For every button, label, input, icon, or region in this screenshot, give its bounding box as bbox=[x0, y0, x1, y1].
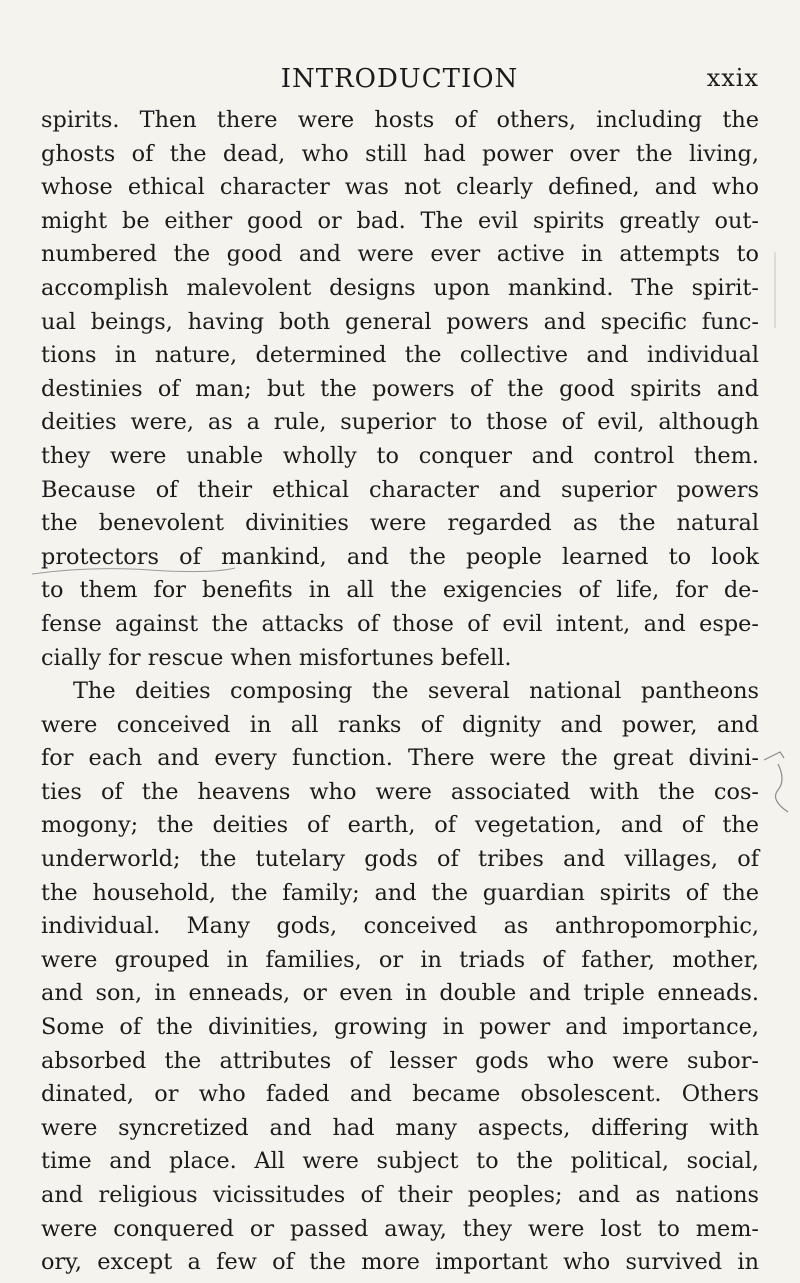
text-line: might be either good or bad. The evil spirits greatly out- bbox=[41, 207, 759, 234]
text-line: underworld; the tutelary gods of tribes and villages, of bbox=[41, 846, 759, 873]
text-line: were conceived in all ranks of dignity and power, and bbox=[41, 711, 759, 738]
text-line: time and place. All were subject to the political, social, bbox=[41, 1148, 759, 1175]
running-head bbox=[40, 64, 759, 96]
text-line: for each and every function. There were the great divini- bbox=[41, 745, 759, 772]
body-text bbox=[41, 104, 759, 1280]
text-line: deities were, as a rule, superior to those of evil, although bbox=[41, 409, 759, 436]
text-line: dinated, or who faded and became obsolescent. Others bbox=[41, 1081, 759, 1108]
text-line: ties of the heavens who were associated with the cos- bbox=[41, 778, 759, 805]
paragraph-2 bbox=[41, 675, 759, 1280]
pencil-underline-mark bbox=[30, 560, 240, 580]
text-line: cially for rescue when misfortunes befell. bbox=[41, 644, 512, 671]
text-line: Some of the divinities, growing in power and importance, bbox=[41, 1014, 759, 1041]
paragraph-1 bbox=[41, 104, 759, 675]
text-line: mogony; the deities of earth, of vegetation, and of the bbox=[41, 812, 759, 839]
text-line: and religious vicissitudes of their peoples; and as nations bbox=[41, 1182, 759, 1208]
text-line: were conquered or passed away, they were lost to mem- bbox=[41, 1215, 759, 1242]
text-line: ual beings, having both general powers and specific func- bbox=[41, 308, 759, 335]
text-line: accomplish malevolent designs upon mankind. The spirit- bbox=[41, 274, 759, 301]
text-line: Because of their ethical character and superior powers bbox=[41, 476, 759, 503]
text-line: the benevolent divinities were regarded as the natural bbox=[41, 510, 759, 537]
pencil-margin-line-mark bbox=[770, 250, 780, 330]
text-line: to them for benefits in all the exigencies of life, for de- bbox=[41, 577, 759, 604]
text-line: were grouped in families, or in triads of father, mother, bbox=[41, 946, 759, 973]
pencil-margin-squiggle-mark bbox=[758, 730, 798, 820]
text-line: fense against the attacks of those of evil intent, and espe- bbox=[41, 610, 759, 637]
text-line: ghosts of the dead, who still had power over the living, bbox=[41, 140, 759, 167]
text-line: the household, the family; and the guardian spirits of the bbox=[41, 879, 759, 906]
text-line: ory, except a few of the more important who survived in bbox=[41, 1249, 759, 1276]
text-line: tions in nature, determined the collective and individual bbox=[41, 342, 759, 369]
text-line: individual. Many gods, conceived as anthropomorphic, bbox=[41, 913, 759, 940]
running-title: INTRODUCTION bbox=[280, 64, 519, 94]
text-line: absorbed the attributes of lesser gods who were subor- bbox=[41, 1047, 759, 1074]
text-line: destinies of man; but the powers of the good spirits and bbox=[41, 375, 759, 402]
text-line: protectors of mankind, and the people learned to look bbox=[41, 543, 759, 570]
text-line: and son, in enneads, or even in double and triple enneads. bbox=[41, 980, 759, 1007]
text-line: The deities composing the several national pantheons bbox=[73, 678, 759, 705]
text-line: numbered the good and were ever active in attempts to bbox=[41, 241, 759, 268]
text-line: whose ethical character was not clearly defined, and who bbox=[41, 174, 759, 201]
text-line: were syncretized and had many aspects, differing with bbox=[41, 1114, 759, 1141]
text-line: spirits. Then there were hosts of others, including the bbox=[41, 107, 759, 133]
page-number: xxix bbox=[706, 64, 759, 92]
text-line: they were unable wholly to conquer and control them. bbox=[41, 442, 759, 469]
